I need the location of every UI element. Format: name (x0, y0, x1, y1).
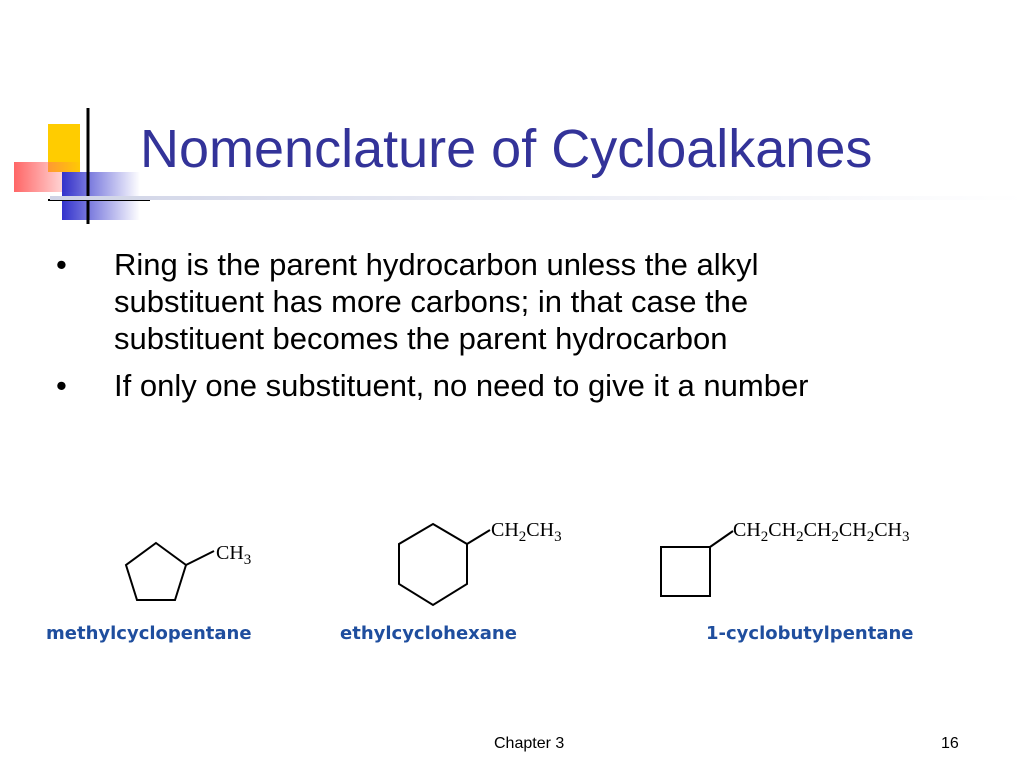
bullet-marker: • (56, 368, 67, 403)
title-underline (50, 196, 1024, 200)
cyclopentane-ring (126, 543, 186, 600)
ethyl-group-label: $CH_2CH_3$ (491, 519, 562, 545)
cyclobutane-ring (661, 547, 710, 596)
cyclobutylpentane-structure (661, 519, 914, 644)
pentyl-bond (710, 531, 733, 547)
cyclohexane-ring (399, 524, 467, 605)
footer-chapter: Chapter 3 (494, 735, 565, 752)
footer-page-number: 16 (941, 735, 959, 752)
bullet-text: Ring is the parent hydrocarbon unless the alkyl substituent has more carbons; in that case the substituent becomes the parent hydrocarbon (114, 247, 759, 356)
molecule-name-ethylcyclohexane: ethylcyclohexane (340, 623, 517, 644)
ethyl-bond (467, 530, 490, 544)
bullet-item (54, 367, 874, 404)
molecule-name-1-cyclobutylpentane: 1-cyclobutylpentane (706, 623, 914, 644)
bullet-marker: • (56, 247, 67, 282)
molecule-name-methylcyclopentane: methylcyclopentane (46, 623, 252, 644)
pentyl-group-label: $CH_2CH_2CH_2CH_2CH_3$ (733, 519, 910, 545)
bullet-list (54, 246, 874, 414)
bullet-item (54, 246, 874, 357)
methylcyclopentane-structure (46, 542, 252, 644)
bullet-text: If only one substituent, no need to give it a number (114, 368, 809, 403)
slide-title: Nomenclature of Cycloalkanes (140, 119, 873, 179)
methyl-group-label: $CH_3$ (216, 542, 252, 568)
molecule-structures (0, 505, 1024, 665)
corner-decoration-graphic (0, 100, 150, 230)
ethylcyclohexane-structure (340, 519, 562, 644)
methyl-bond (186, 551, 214, 565)
